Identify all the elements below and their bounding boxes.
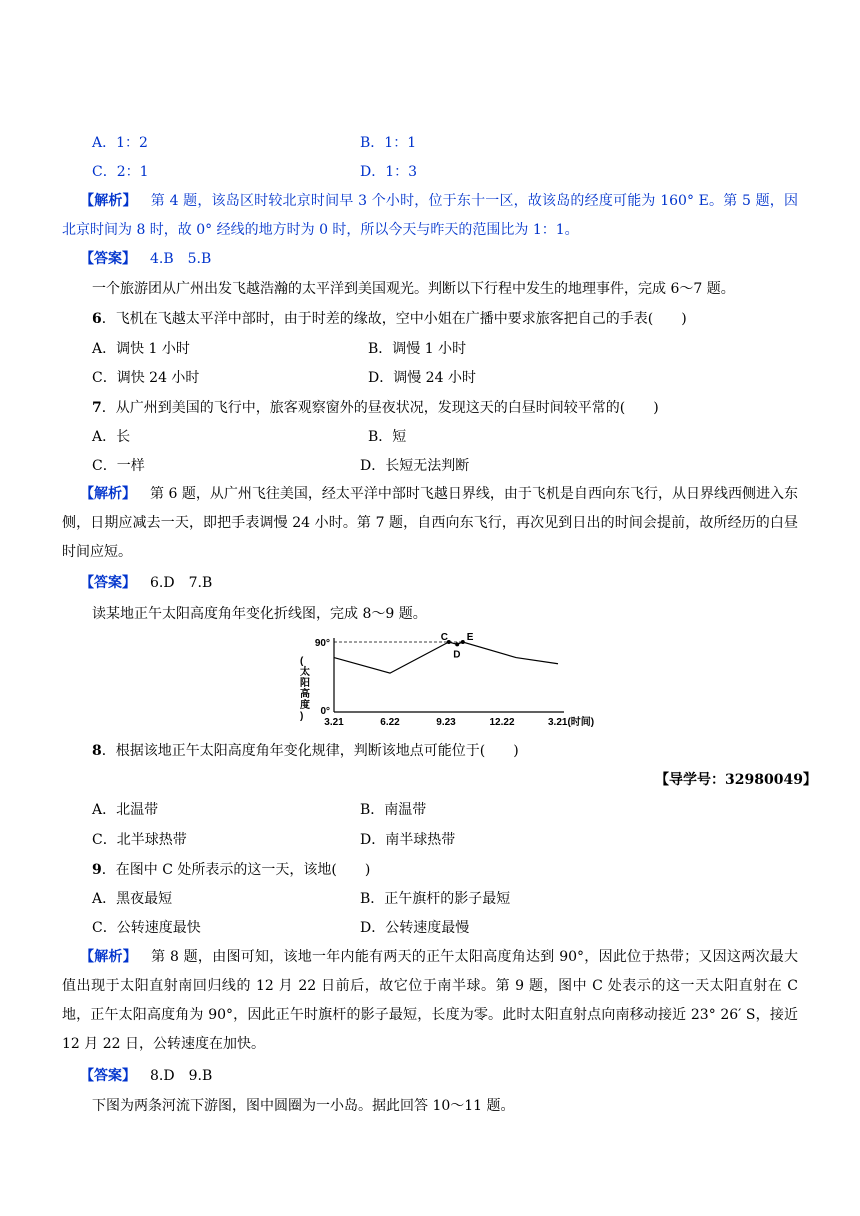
- option-a: A．1：2: [92, 135, 148, 151]
- intro-6-7: 一个旅游团从广州出发飞越浩瀚的太平洋到美国观光。判断以下行程中发生的地理事件，完成 6～7 题。: [92, 281, 735, 297]
- option-b: B．1：1: [360, 135, 417, 151]
- q7-option-a: A．长: [92, 429, 131, 445]
- annotation-C: C: [440, 632, 449, 643]
- q9-option-b: B．正午旗杆的影子最短: [360, 891, 511, 907]
- intro-8-9: 读某地正午太阳高度角年变化折线图，完成 8～9 题。: [92, 606, 427, 622]
- option-c: C．2：1: [92, 164, 149, 180]
- option-d: D．1：3: [360, 164, 418, 180]
- q9-option-c: C．公转速度最快: [92, 920, 201, 936]
- point-D: [455, 642, 459, 646]
- point-E: [461, 640, 465, 644]
- q9-option-d: D．公转速度最慢: [360, 920, 470, 936]
- q7-option-b: B．短: [368, 429, 407, 445]
- x-tick-label: 3.21: [324, 717, 344, 728]
- x-tick-label: 12.22: [489, 717, 515, 728]
- answer-4-5: 【答案】 4.B 5.B: [80, 251, 212, 267]
- q8-option-d: D．南半球热带: [360, 832, 456, 848]
- x-tick-label: 9.23: [436, 717, 456, 728]
- annotation-E: E: [466, 632, 474, 643]
- q6-option-a: A．调快 1 小时: [92, 341, 190, 357]
- q7-option-d: D．长短无法判断: [360, 458, 470, 474]
- answer-6-7: 【答案】 6.D 7.B: [80, 575, 213, 591]
- explanation-6-7: 【解析】 第 6 题，从广州飞往美国，经太平洋中部时飞越日界线，由于飞机是自西向东飞行，从日界线西侧进入东侧，日期应减去一天，即把手表调慢 24 小时。第 7 题，自西向东飞行，再次见到日出的时间会提前，故所经历的白昼时间应短。: [62, 486, 798, 560]
- x-tick-label: 3.21(时间): [548, 717, 595, 728]
- q7-option-c: C．一样: [92, 458, 145, 474]
- annotation-D: D: [453, 649, 461, 661]
- intro-10-11: 下图为两条河流下游图，图中圆圈为一小岛。据此回答 10～11 题。: [92, 1098, 515, 1114]
- y-tick-0: 0°: [320, 706, 330, 717]
- y-axis-label: (太阳高度): [300, 656, 310, 722]
- q8-option-b: B．南温带: [360, 802, 427, 818]
- question-8: 8．根据该地正午太阳高度角年变化规律，判断该地点可能位于( ): [92, 743, 519, 759]
- solar-altitude-chart: [290, 630, 600, 730]
- question-6: 6．飞机在飞越太平洋中部时，由于时差的缘故，空中小姐在广播中要求旅客把自己的手表( ): [92, 311, 687, 327]
- explanation-8-9: 【解析】 第 8 题，由图可知，该地一年内能有两天的正午太阳高度角达到 90°，因此位于热带；又因这两次最大值出现于太阳直射南回归线的 12 月 22 日前后，故它位于南半球。第 9 题，图中 C 处表示的这一天太阳直射在 C 地，正午太阳高度角为 90°，因此正午时旗杆的影子最短，长度为零。此时太阳直射点向南移动接近 23° 26′ S，接近 12 月 22 日，公转速度在加快。: [62, 949, 798, 1052]
- guide-number: 【导学号：32980049】: [655, 772, 817, 788]
- explanation-4-5: 【解析】 第 4 题，该岛区时较北京时间早 3 个小时，位于东十一区，故该岛的经度可能为 160° E。第 5 题，因北京时间为 8 时，故 0° 经线的地方时为 0 时，所以今天与昨天的范围比为 1：1。: [62, 193, 798, 238]
- x-tick-label: 6.22: [380, 717, 400, 728]
- q6-option-c: C．调快 24 小时: [92, 370, 200, 386]
- q9-option-a: A．黑夜最短: [92, 891, 173, 907]
- q6-option-d: D．调慢 24 小时: [368, 370, 476, 386]
- q8-option-c: C．北半球热带: [92, 832, 187, 848]
- series-line: [334, 642, 558, 673]
- q6-option-b: B．调慢 1 小时: [368, 341, 467, 357]
- answer-8-9: 【答案】 8.D 9.B: [80, 1068, 213, 1084]
- question-7: 7．从广州到美国的飞行中，旅客观察窗外的昼夜状况，发现这天的白昼时间较平常的( ): [92, 400, 659, 416]
- question-9: 9．在图中 C 处所表示的这一天，该地( ): [92, 862, 371, 878]
- q8-option-a: A．北温带: [92, 802, 159, 818]
- y-tick-90: 90°: [314, 638, 330, 649]
